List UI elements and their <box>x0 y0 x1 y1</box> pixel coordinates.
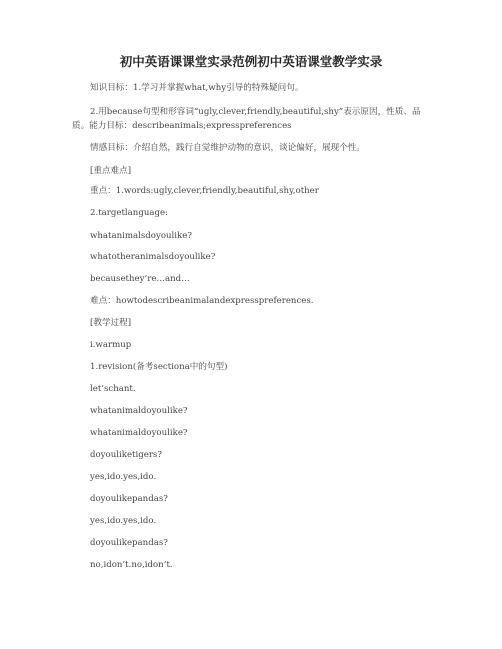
paragraph-line: becausethey’re…and… <box>90 274 190 284</box>
paragraph-key-words: 重点：1.words:ugly,clever,friendly,beautiful,shy,other <box>90 186 319 196</box>
paragraph-line: whatanimaldoyoulike? <box>90 406 188 416</box>
paragraph-line: no,idon’t.no,idon’t. <box>90 560 173 570</box>
paragraph-line: whatotheranimalsdoyoulike? <box>90 252 216 262</box>
paragraph-line: yes,ido.yes,ido. <box>90 516 157 526</box>
paragraph-line: yes,ido.yes,ido. <box>90 472 157 482</box>
paragraph-difficulty: 难点：howtodescribeanimalandexpresspreferences. <box>90 296 314 306</box>
paragraph-line: 1.revision(备考sectiona中的句型) <box>90 362 228 372</box>
paragraph-line: whatanimaldoyoulike? <box>90 428 188 438</box>
paragraph-emotion-goal: 情感目标：介绍自然，践行自觉维护动物的意识，谈论偏好，展现个性。 <box>90 143 366 153</box>
paragraph-target-language: 2.targetlanguage: <box>90 208 168 218</box>
document-title: 初中英语课课堂实录范例初中英语课堂教学实录 <box>119 54 383 69</box>
paragraph-line: doyoulikepandas? <box>90 538 168 548</box>
paragraph-sentence-patterns: 2.用because句型和形容词“ugly,clever,friendly,beautiful,shy”表示原因，性质、品质。能力目标：describeanimals;expresspreferences <box>72 107 421 131</box>
paragraph-line: whatanimalsdoyoulike? <box>90 231 192 241</box>
paragraph-line: let’schant. <box>90 384 136 394</box>
paragraph-line: doyoulikepandas? <box>90 494 168 504</box>
paragraph-knowledge-goal: 知识目标：1.学习并掌握what,why引导的特殊疑问句。 <box>90 83 304 93</box>
paragraph-line: i.warmup <box>90 340 132 350</box>
section-heading-process: [教学过程] <box>90 318 132 328</box>
section-heading-key-points: [重点难点] <box>90 166 132 176</box>
paragraph-line: doyouliketigers? <box>90 450 162 460</box>
